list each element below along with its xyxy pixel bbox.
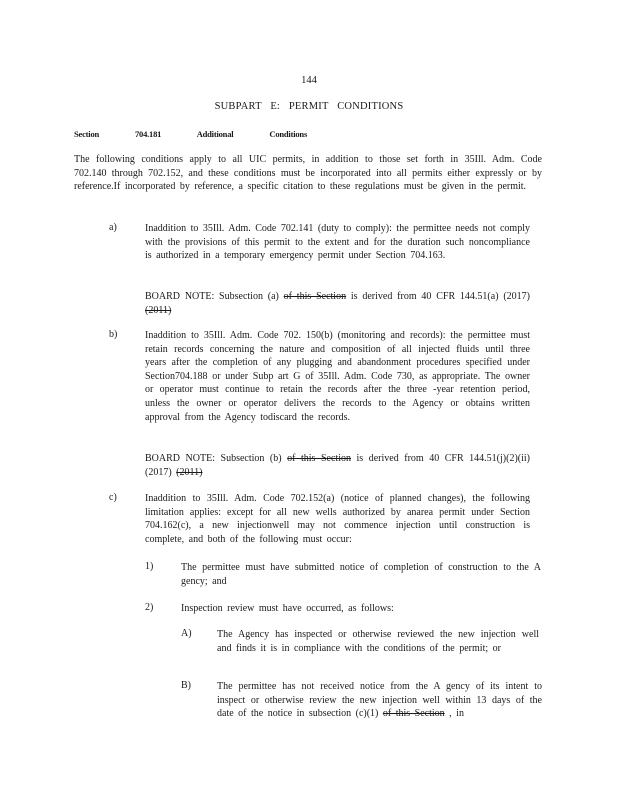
item-a-text: Inaddition to 35Ill. Adm. Code 702.141 (duty to comply): the permittee needs not comply with the provisions of this permit to the extent and for the duration such noncompliance is authorized in a temporary emergency permit under Section 704.163. (145, 223, 530, 262)
item-c1-text: The permittee must have submitted notice of completion of construction to the A gency; and (181, 562, 541, 587)
item-c2-text: Inspection review must have occurred, as follows: (181, 603, 394, 614)
item-c-label: c) (109, 492, 117, 503)
item-c2-label: 2) (145, 602, 154, 613)
page-number: 144 (301, 75, 317, 86)
item-b-text: Inaddition to 35Ill. Adm. Code 702. 150(b) (monitoring and records): the permittee must retain records concerning the nature and composition of all injected fluids until three years after the completion of any plugging and abandonment procedures specified under Section704.188 or under Subp art G of 35Ill. Adm. Code 730, as appropriate. The owner or operator must continue to retain the records after the three -year retention period, unless the owner or operator delivers the records to the Agency or obtains written approval from the Agency todiscard the records. (145, 330, 530, 423)
item-c-text: Inaddition to 35Ill. Adm. Code 702.152(a) (notice of planned changes), the following limitation applies: except for all new wells authorized by anarea permit under Section 704.162(c), a new injectionwell may not commence injection until construction is complete, and both of the following must occur: (145, 493, 530, 545)
item-a-label: a) (109, 222, 117, 233)
item-b-note-lead: BOARD NOTE: Subsection (b) (145, 453, 288, 464)
item-a-note-lead: BOARD NOTE: Subsection (a) (145, 291, 284, 302)
item-c2b-deleted-text: of this Section (382, 708, 445, 720)
subpart-title: SUBPART E: PERMIT CONDITIONS (214, 101, 404, 112)
item-a-note-deleted-text: of this Section (283, 291, 347, 302)
item-b-note-deleted-text: of this Section (287, 453, 351, 464)
item-b-board-note (145, 452, 530, 479)
item-b-label: b) (109, 329, 118, 340)
item-c2a-text: The Agency has inspected or otherwise reviewed the new injection well and finds it is in compliance with the conditions of the permit; or (217, 629, 539, 654)
item-c1-label: 1) (145, 561, 154, 572)
section-label: Section (74, 129, 100, 139)
section-title-word-2: Conditions (269, 129, 308, 139)
item-c2a-label: A) (181, 628, 192, 639)
item-c2b-label: B) (181, 680, 191, 691)
item-a-board-note (145, 290, 530, 317)
section-heading (74, 129, 329, 139)
section-number: 704.181 (134, 129, 162, 139)
section-title-word-1: Additional (196, 129, 234, 139)
item-b-note-source: is derived from 40 CFR 144.51(j)(2)(ii) (2017) (145, 453, 530, 478)
item-c2b-text (217, 680, 542, 721)
item-c2b-text-tail: , in (444, 708, 464, 720)
item-c2b-text-main: The permittee has not received notice from the A gency of its intent to inspect or otherwise review the new injection well within 13 days of the date of the notice in subsection (c)(1) (217, 681, 542, 720)
intro-paragraph: The following conditions apply to all UIC permits, in addition to those set forth in 35Ill. Adm. Code 702.140 through 702.152, and these conditions must be incorporated into all permits either expressly or by reference.If incorporated by reference, a specific citation to these regulations must be given in the permit. (74, 154, 542, 193)
item-a-note-deleted-year: (2011) (145, 304, 172, 316)
item-a-note-source: is derived from 40 CFR 144.51(a) (2017) (346, 291, 530, 302)
item-b-note-deleted-year: (2011) (176, 466, 203, 478)
